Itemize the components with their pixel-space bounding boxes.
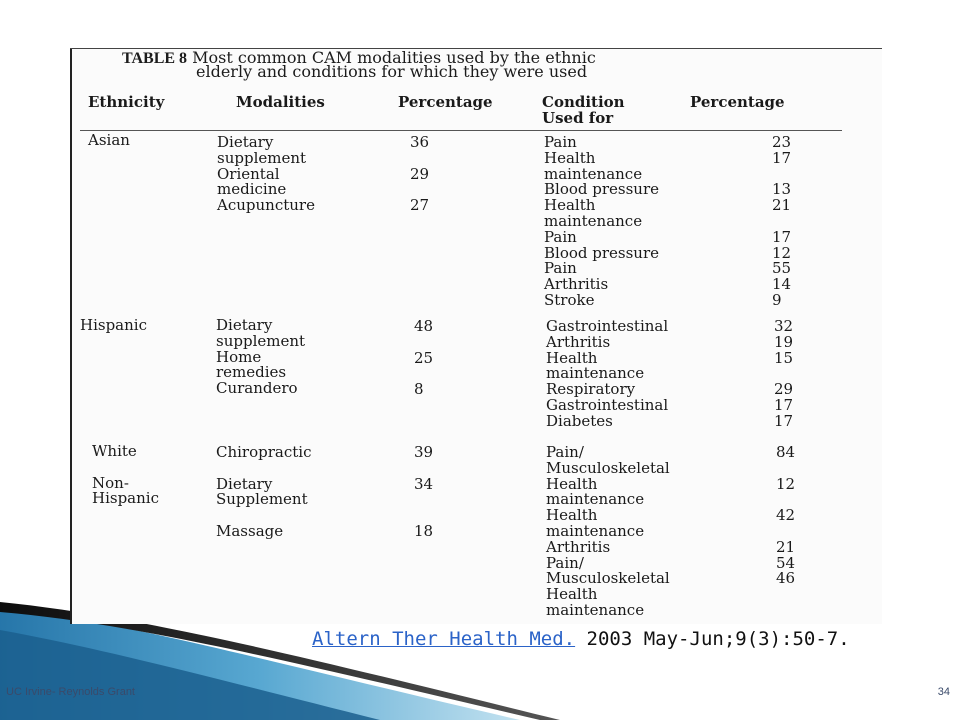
left-rule [70, 48, 72, 624]
table-title-text: Most common CAM modalities used by the ethnic [192, 48, 596, 67]
modalities-cell: Dietary supplement Oriental medicine Acupuncture [217, 133, 315, 215]
header-condition: Condition Used for [542, 93, 625, 127]
page-number: 34 [937, 686, 950, 698]
conditions-cell: Gastrointestinal Arthritis Health maintenance Respiratory Gastrointestinal Diabetes [546, 317, 669, 430]
header-rule [80, 130, 842, 131]
percentage-cell: 39 34 18 [414, 443, 434, 540]
percentage-cell: 48 25 8 [414, 317, 434, 399]
condition-pct-cell: 32 19 15 29 17 17 [774, 317, 794, 430]
modalities-cell: Dietary supplement Home remedies Curandero [216, 316, 306, 398]
citation-details: 2003 May-Jun;9(3):50-7. [575, 628, 850, 650]
ethnicity-cell: Asian [88, 131, 130, 149]
ethnicity-cell: White Non- Hispanic [92, 442, 159, 508]
percentage-cell: 36 29 27 [410, 133, 430, 215]
citation [312, 628, 850, 650]
footer-source: UC Irvine- Reynolds Grant [6, 686, 135, 698]
table-label: TABLE 8 [122, 50, 188, 67]
ethnicity-cell: Hispanic [80, 316, 147, 334]
header-percentage: Percentage [398, 93, 493, 111]
condition-pct-cell: 84 12 42 21 54 46 [776, 443, 796, 588]
header-percentage-2: Percentage [690, 93, 785, 111]
header-ethnicity: Ethnicity [88, 93, 165, 111]
table-title-line2: elderly and conditions for which they were used [196, 62, 588, 81]
header-modalities: Modalities [236, 93, 325, 111]
citation-link[interactable]: Altern Ther Health Med. [312, 628, 576, 650]
table-image [70, 48, 882, 624]
conditions-cell: Pain Health maintenance Blood pressure Health maintenance Pain Blood pressure Pain Arthritis Stroke [544, 133, 660, 309]
modalities-cell: Chiropractic Dietary Supplement Massage [216, 443, 312, 540]
conditions-cell: Pain/ Musculoskeletal Health maintenance Health maintenance Arthritis Pain/ Musculoskeletal Health maintenance [546, 443, 670, 619]
condition-pct-cell: 23 17 13 21 17 12 55 14 9 [772, 133, 792, 309]
